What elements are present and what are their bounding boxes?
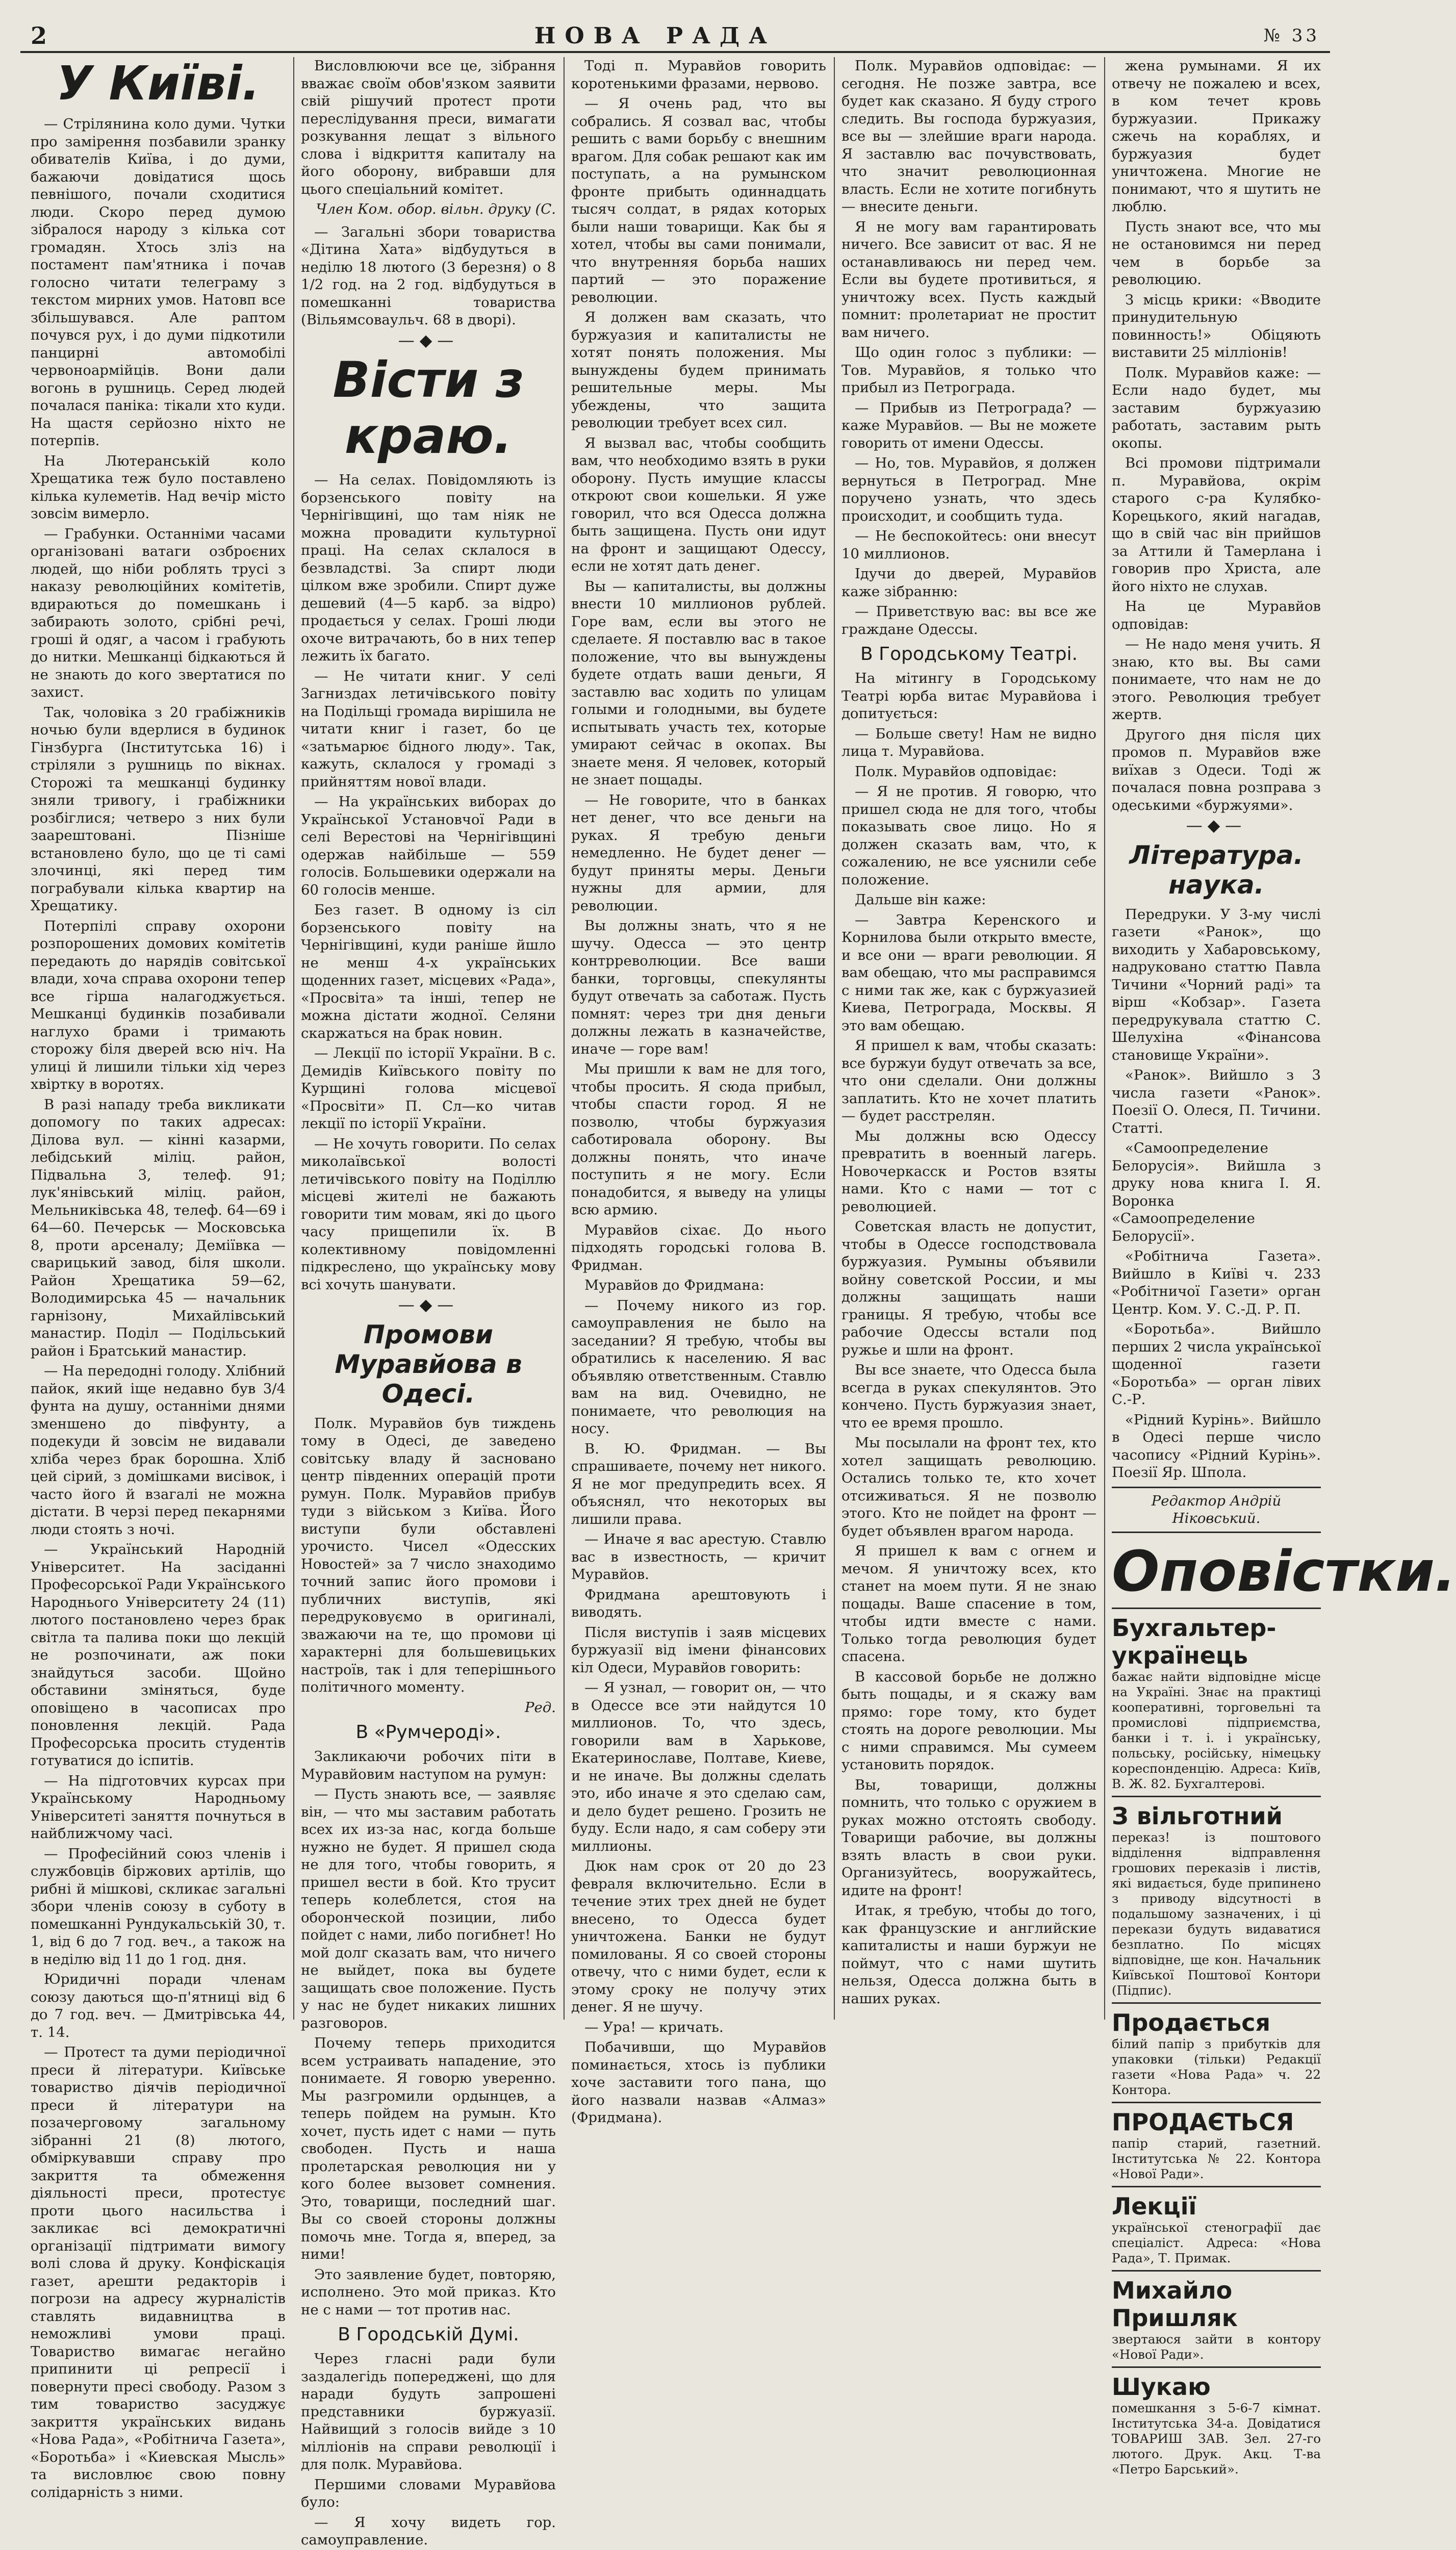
- ads-list: [1112, 1608, 1321, 2481]
- article-paragraph: «Ранок». Вийшло з 3 числа газети «Ранок». Поезії О. Олеся, П. Тичини. Статті.: [1112, 1067, 1321, 1136]
- classified-ad: [1112, 2186, 1321, 2270]
- issue-number: № 33: [1263, 26, 1320, 46]
- masthead-rule: [20, 51, 1330, 53]
- ad-heading: Лекції: [1112, 2192, 1197, 2220]
- section-title-duma: В Городській Думі.: [338, 2324, 519, 2345]
- column-divider: [1104, 57, 1105, 2020]
- article-paragraph: Висловлюючи все це, зібрання вважає своїм обов'язком заявити свій рішучий протест проти переслідування преси, вимагати розкування лещат з вільного слова і відкриття капиталу на його оборону, вибравши для цього спеціальний комітет.: [301, 58, 556, 197]
- column-divider: [834, 57, 835, 2020]
- article-paragraph: Итак, я требую, чтобы до того, как французские и английские капиталисты и наши буржуи не поймут, что с нами шутить нельзя, Одесса должна быть в наших руках.: [841, 1902, 1096, 2007]
- masthead: [31, 20, 1320, 51]
- ad-body: переказ! із поштового відділення відправлення грошових переказів і листів, які видається, буде припинено з приводу відсутності в подальшому зазначених, і ці перекази будуть видаватися безплатно. По місцях відповідне, ще кон. Начальник Київської Поштової Контори (Підпис).: [1112, 1829, 1321, 1998]
- section-title-promovy: Промови Муравйова в Одесі.: [335, 1319, 522, 1409]
- article-paragraph: Я пришел к вам, чтобы сказать: все буржуи будут отвечать за все, что они сделали. Они должны заплатить. Кто не хочет платить — будет расстрелян.: [841, 1037, 1096, 1124]
- classified-ad: [1112, 2366, 1321, 2481]
- article-paragraph: — Протест та думи періодичної преси й літератури. Київське товариство діячів періодичної преси й літератури на позачерговому загальному зібранні 21 (8) лютого, обміркувавши справу про закриття та обмеження діяльності преси, протестує проти цього насильства і закликає всі демократичні організації підтримати вимогу волі слова й друку. Конфіскація газет, арешти редакторів і погрози на адресу журналістів ставлять видавництва в неможливі умови праці. Товариство вимагає негайно припинити ці репресії і повернути пресі свободу. Разом з тим товариство засуджує закриття українських видань «Нова Рада», «Робітнича Газета», «Боротьба» і «Киевская Мысль» та висловлює свою повну солідарність з ними.: [31, 2044, 286, 2501]
- literatura-paragraphs: [1112, 906, 1321, 1482]
- col1-paragraphs: [31, 115, 286, 2501]
- visty-paragraphs: [301, 471, 556, 1293]
- article-paragraph: Побачивши, що Муравйов поминається, хтось із публики хоче заставити того пана, що його назвали назвав «Алмаз» (Фридмана).: [571, 2039, 826, 2126]
- duma-paragraphs: [301, 2350, 556, 2550]
- ad-heading: Михайло Пришляк: [1112, 2276, 1238, 2332]
- article-paragraph: З місць крики: «Вводите принудительную повинность!» Обіцяють виставити 25 мілліонів!: [1112, 291, 1321, 361]
- article-paragraph: Дюк нам срок от 20 до 23 февраля включительно. Если в течение этих трех дней не будет внесено, то Одесса будет уничтожена. Банки не будут помилованы. Я со своей стороны отвечу, что с ними будет, если к этому сроку не получу этих денег. Я не шучу.: [571, 1858, 826, 2015]
- rumcherod-paragraphs: [301, 1748, 556, 2318]
- ad-heading: З вільготний: [1112, 1802, 1283, 1830]
- ad-body: бажає найти відповідне місце на Україні. Знає на практиці кооперативні, торговельні та промислові підприємства, банки і т. і. і українську, польську, російську, німецьку кореспонденцію. Адреса: Київ, В. Ж. 82. Бухгалтерові.: [1112, 1669, 1321, 1791]
- article-paragraph: Я должен вам сказать, что буржуазия и капиталисты не хотят понять положения. Мы вынуждены будем принимать решительные меры. Мы убеждены, что защита революции требует всех сил.: [571, 309, 826, 431]
- ad-heading: Шукаю: [1112, 2373, 1211, 2401]
- article-paragraph: — Но, тов. Муравйов, я должен вернуться в Петроград. Мне поручено узнать, что здесь происходит, и сообщить туда.: [841, 455, 1096, 524]
- article-paragraph: — Не хочуть говорити. По селах миколаївської волості летичівського повіту на Поділлю місцеві жителі не бажають говорити тим мовам, які до цього часу прищепили їх. В колективному повідомленні підкреслено, що українську мову всі хочуть шанувати.: [301, 1135, 556, 1293]
- article-paragraph: Потерпілі справу охорони розпорошених домових комітетів передають до нарядів совітської влади, хоча справа охорони тепер все гірша налагоджується. Мешканці будинків позабивали наглухо брами і тримають сторожу біля дверей всю ніч. На улиці й лишили тільки хід через хвіртку в воротях.: [31, 917, 286, 1092]
- article-paragraph: — Загальні збори товариства «Дітина Хата» відбудуться в неділю 18 лютого (3 березня) о 8 1/2 год. на 2 год. відбудуться в помешканні товариства (Вільямсоваульч. 68 в дворі).: [301, 223, 556, 328]
- article-paragraph: — Пусть знають все, — заявляє він, — что мы заставим работать всех их из-за нас, когда больше нужно не будет. Я пришел сюда не для того, чтобы говорить, я пришел вести в бой. Кто трусит теперь колеблется, стоя на оборонческой позиции, либо пойдет с нами, либо погибнет! Но мой долг сказать вам, что ничего не выйдет, пока вы будете защищать свое положение. Пусть у нас не будет никаких лишних разговоров.: [301, 1786, 556, 2031]
- section-title-kyiv: У Київі.: [56, 56, 260, 111]
- column-5: [1112, 57, 1456, 2477]
- article-paragraph: В кассовой борьбе не должно быть пощады, и я скажу вам прямо: горе тому, кто будет стоять на дороге революции. Мы с ними справимся. Мы сумеем установить порядок.: [841, 1668, 1096, 1773]
- article-paragraph: Вы все знаете, что Одесса была всегда в руках спекулянтов. Это кончено. Пусть буржуазия знает, что ее время прошло.: [841, 1362, 1096, 1431]
- ad-body: звертаюся зайти в контору «Нової Ради».: [1112, 2331, 1321, 2362]
- article-paragraph: — На підготовчих курсах при Українському Народньому Університеті заняття почнуться в найближчому часі.: [31, 1772, 286, 1842]
- article-paragraph: — Не надо меня учить. Я знаю, кто вы. Вы сами понимаете, что нам не до этого. Революция требует жертв.: [1112, 636, 1321, 723]
- article-paragraph: жена румынами. Я их отвечу не пожалею и всех, в ком течет кровь буржуазии. Прикажу сжечь на кораблях, и буржуазия будет уничтожена. Многие не понимают, что я шутить не люблю.: [1112, 58, 1321, 215]
- article-paragraph: Пусть знают все, что мы не остановимся ни перед чем в борьбе за революцию.: [1112, 218, 1321, 288]
- article-paragraph: — Больше свету! Нам не видно лица т. Муравйова.: [841, 725, 1096, 759]
- article-paragraph: Закликаючи робочих піти в Муравйовим наступом на румун:: [301, 1748, 556, 1782]
- article-paragraph: Я пришел к вам с огнем и мечом. Я уничтожу всех, кто станет на моем пути. Я не знаю пощады. Ваше спасение в том, чтобы идти вместе с нами. Только тогда революция будет спасена.: [841, 1543, 1096, 1665]
- article-paragraph: — Я очень рад, что вы собрались. Я созвал вас, чтобы решить с вами борьбу с внешним врагом. Для собак решают как им поступать, а на румынском фронте прибыть одиннадцать тысяч солдат, в рядах которых были наши товарищи. Как бы я хотел, чтобы вы сами понимали, что внутренняя борьба наших партий — это поражение революции.: [571, 95, 826, 305]
- ad-body: папір старий, газетний. Інститутська № 22. Контора «Нової Ради».: [1112, 2135, 1321, 2181]
- article-paragraph: Вы должны знать, что я не шучу. Одесса — это центр контрреволюции. Все ваши банки, торговцы, спекулянты будут отвечать за саботаж. Пусть помнят: через три дня деньги должны лежать в казначействе, иначе — горе вам!: [571, 917, 826, 1057]
- article-paragraph: — Я хочу видеть гор. самоуправление.: [301, 2514, 556, 2548]
- article-paragraph: В. Ю. Фридман. — Вы спрашиваете, почему нет никого. Я не мог предупредить всех. Я объяснял, что некоторых вы лишили права.: [571, 1440, 826, 1527]
- article-paragraph: — Завтра Керенского и Корнилова были открыто вместе, и все они — враги революции. Я вам обещаю, что мы расправимся с ними так же, как с буржуазией Киева, Петрограда, Москвы. Я это вам обещаю.: [841, 911, 1096, 1034]
- article-paragraph: Полк. Муравйов одповідає:: [855, 763, 1057, 780]
- article-paragraph: — Не читати книг. У селі Загниздах летичівського повіту на Подільщі громада вирішила не читати книг і газет, бо це «затьмарює бідного люду». Так, кажуть, склалося у громаді з прийняттям нової влади.: [301, 668, 556, 790]
- article-paragraph: Фридмана арештовують і виводять.: [571, 1586, 826, 1620]
- article-paragraph: Так, чоловіка з 20 грабіжників ночью були вдерлися в будинок Гінзбурга (Інститутська 16) і стріляли з рушниць по вікнах. Сторожі та мешканці будинку зняли тривогу, і грабіжники розбіглися; четверо з них були заарештовані. Пізніше встановлено було, що це ті самі злочинці, які перед тим пограбували кілька квартир на Хрещатику.: [31, 704, 286, 914]
- article-paragraph: Почему теперь приходится всем устраивать нападение, это понимаете. Я говорю уверенно. Мы разгромили ордынцев, а теперь пойдем на румын. Кто хочет, пусть идет с нами — путь свободен. Пусть и наша пролетарская революция ни у кого более вызовет сомнения. Это, товарищи, последний шаг. Вы со своей стороны должны помочь мне. Тогда я, вперед, за ними!: [301, 2035, 556, 2262]
- classified-ad: [1112, 2002, 1321, 2102]
- article-paragraph: Я вызвал вас, чтобы сообщить вам, что необходимо взять в руки оборону. Пусть имущие классы откроют свои кошельки. Я уже говорил, что вся Одесса должна быть защищена. Пусть они идут на фронт и защищают Одессу, если не хотят дать денег.: [571, 435, 826, 574]
- article-paragraph: — На селах. Повідомляють із борзенського повіту на Чернігівщині, що там ніяк не можна провадити культурної праці. На селах склалося в безвладстві. За спирт люди цілком вже зробили. Спирт дуже дешевий (4—5 карб. за відро) продається у селах. Гроші люди охоче витрачають, бо в них тепер лежить їх багато.: [301, 472, 556, 664]
- promovy-paragraphs: [301, 1415, 556, 1696]
- editor-line: Редактор Андрій Ніковський.: [1112, 1487, 1321, 1533]
- article-paragraph: Першими словами Муравйова було:: [301, 2476, 556, 2510]
- article-paragraph: — Прибыв из Петрограда? — каже Муравйов. — Вы не можете говорить от имени Одессы.: [841, 399, 1096, 451]
- article-paragraph: — Український Народній Університет. На засіданні Професорської Ради Українського Народнього Університету 24 (11) лютого постановлено через брак світла та палива поки що лекцій не розпочинати, аж поки знайдуться засоби. Щойно обставини зміняться, буде оповіщено в часописах про поновлення лекцій. Рада Професорська просить студентів готуватися до іспитів.: [31, 1541, 286, 1769]
- ornament: —◆—: [398, 1295, 459, 1314]
- col5-paragraphs: [1112, 57, 1321, 814]
- article-paragraph: — На українських виборах до Української Установчої Ради в селі Верестові на Чернігівщині одержав найбільше — 559 голосів. Большевики одержали на 60 голосів менше.: [301, 794, 556, 898]
- newspaper-title: НОВА РАДА: [534, 22, 776, 49]
- article-paragraph: Дальше він каже:: [855, 891, 986, 908]
- article-paragraph: Що один голос з публики: — Тов. Муравйов, я только что прибыл из Петрограда.: [841, 344, 1096, 396]
- article-paragraph: — Стрілянина коло думи. Чутки про замірення позбавили зранку обивателів Київа, і до думи, бажаючи довідатися щось певнішого, почали сходитися люди. Скоро перед думою зібралося народу з кілька сот громадян. Хтось зліз на постамент пам'ятника і почав голосно читати телеграму з текстом мирних умов. Натовп все збільшувався. Але раптом почувся рух, і до думи підкотили панцирні автомобілі червоноармійців. Вони дали вогонь в рушниць. Серед людей почалася паніка: тікали хто куди. На щастя серйозно ніхто не потерпів.: [31, 116, 286, 449]
- article-paragraph: «Робітнича Газета». Вийшло в Київі ч. 233 «Робітничої Газети» орган Центр. Ком. У. С.-Д. Р. П.: [1112, 1248, 1321, 1317]
- article-paragraph: На мітингу в Городському Театрі юрба витає Муравйова і допитується:: [841, 670, 1096, 722]
- article-paragraph: Полк. Муравйов одповідає: — сегодня. Не позже завтра, все будет как сказано. Я буду строго следить. Вы господа буржуазия, все вы — злейшие враги народа. Я заставлю вас почувствовать, что значит революционная власть. Если не хотите погибнуть — внесите деньги.: [841, 58, 1096, 215]
- article-paragraph: — Я не против. Я говорю, что пришел сюда не для того, чтобы показывать свое лицо. Но я должен сказать вам, что, к сожалению, не все уяснили себе положение.: [841, 783, 1096, 888]
- article-paragraph: На Лютеранській коло Хрещатика теж було поставлено кілька кулеметів. Над вечір місто зовсім вимерло.: [31, 452, 286, 522]
- article-paragraph: Тоді п. Муравйов говорить коротенькими фразами, нервово.: [571, 58, 826, 92]
- article-paragraph: — Не говорите, что в банках нет денег, что все деньги на руках. Я требую деньги немедленно. Не будет денег — будут приняты меры. Деньги нужны для армии, для революции.: [571, 792, 826, 914]
- ad-heading: Продається: [1112, 2008, 1271, 2036]
- article-paragraph: Мы посылали на фронт тех, кто хотел защищать революцию. Остались только те, кто хочет отсиживаться. Я не позволю этого. Кто не пойдет на фронт — будет объявлен врагом народа.: [841, 1435, 1096, 1539]
- article-paragraph: — Я узнал, — говорит он, — что в Одессе все эти найдутся 10 миллионов. То, что здесь, говорили вам в Харькове, Екатеринославе, Полтаве, Киеве, и не иначе. Вы должны сделать это, ибо иначе я это сделаю сам, и дело будет решено. Грозить не буду. Если надо, я сам соберу эти миллионы.: [571, 1679, 826, 1854]
- teatr-paragraphs: [841, 670, 1096, 2007]
- article-paragraph: Вы — капиталисты, вы должны внести 10 миллионов рублей. Горе вам, если вы этого не сделаете. Я поставлю вас в такое положение, что вы вынуждены будете отдать ваши деньги, Я заставлю вас ходить по улицам голыми и голодными, вы будете испытывать участь тех, которые умирают сейчас в окопах. Вы знаете меня. Я человек, который не знает пощады.: [571, 578, 826, 788]
- article-paragraph: В разі нападу треба викликати допомогу по таких адресах: Ділова вул. — кінні казарми, лебідський міліц. район, Підвальна 3, телеф. 91; лук'янівський міліц. район, Мельниківська 48, телеф. 64—69 і 64—60. Печерськ — Московська 8, проти арсеналу; Деміївка — сварицький завод, біля школи. Район Хрещатика 59—62, Володимирська 45 — начальник гарнізону, Михайлівський манастир. Поділ — Подільський район і Братський манастир.: [31, 1096, 286, 1359]
- section-title-visty: Вісти з краю.: [333, 351, 524, 465]
- article-paragraph: Через гласні ради були заздалегідь попереджені, що для наради будуть запрошені представники буржуазії. Найвищий з голосів вийде з 10 мілліонів на справи революції і для полк. Муравйова.: [301, 2351, 556, 2472]
- article-paragraph: Советская власть не допустит, чтобы в Одессе господствовала буржуазия. Румыны объявили войну советской России, и мы должны защищать наши границы. Я требую, чтобы все рабочие Одессы встали под ружье и шли на фронт.: [841, 1218, 1096, 1358]
- article-paragraph: — Приветствую вас: вы все же граждане Одессы.: [841, 603, 1096, 638]
- column-divider: [293, 57, 294, 2020]
- article-paragraph: Всі промови підтримали п. Муравйова, окрім старого с-ра Кулябко-Корецького, який нагадав, що в свій час він прийшов за Аттили й Тамерлана і говорив про Христа, але його ніхто не слухав.: [1112, 455, 1321, 595]
- ad-body: помешкання з 5-6-7 кімнат. Інститутська 34-а. Довідатися ТОВАРИШ ЗАВ. Зел. 27-го лютого. Друк. Акц. Т-ва «Петро Барський».: [1112, 2400, 1321, 2477]
- article-paragraph: Передруки. У 3-му числі газети «Ранок», що виходить у Хабаровському, надруковано статтю Павла Тичини «Чорний раді» та вірш «Кобзар». Газета передрукувала статтю С. Шелухіна «Фінансова становище України».: [1112, 906, 1321, 1063]
- article-paragraph: Я не могу вам гарантировать ничего. Все зависит от вас. Я не останавливаюсь ни перед чем. Если вы будете противиться, я уничтожу всех. Пусть каждый помнит: пролетариат не простит вам ничего.: [841, 218, 1096, 341]
- article-paragraph: Мы должны всю Одессу превратить в военный лагерь. Новочеркасск и Ростов взяты нами. Кто с нами — тот с революцией.: [841, 1128, 1096, 1215]
- section-title-rumcherod: В «Румчероді».: [355, 1722, 501, 1743]
- classified-ad: [1112, 1796, 1321, 2002]
- article-paragraph: Юридичні поради членам союзу даються що-п'ятниці від 6 до 7 год. веч. — Дмитрівська 44, т. 14.: [31, 1971, 286, 2041]
- section-title-teatr: В Городському Театрі.: [860, 644, 1078, 665]
- article-paragraph: Ідучи до дверей, Муравйов каже зібранню:: [841, 566, 1096, 600]
- col3-paragraphs: [571, 57, 826, 2127]
- article-paragraph: — Грабунки. Останніми часами організовані ватаги озброєних людей, що ніби роблять трусі з наказу революційних комітетів, вдираються до помешкань і забирають золото, срібні речі, гроші й одяг, а часом і грабують до нитки. Мешканці бідкаються й не знають до кого звертатися по захист.: [31, 525, 286, 700]
- article-paragraph: — Професійний союз членів і службовців біржових артілів, що рибні й мішкові, скликає загальні збори членів союзу в суботу в помешканні Рундукальській 30, т. 1, від 6 до 7 год. веч., а також на в неділю від 11 до 1 год. дня.: [31, 1845, 286, 1968]
- article-paragraph: Мы пришли к вам не для того, чтобы просить. Я сюда прибыл, чтобы спасти город. Я не позволю, чтобы буржуазия саботировала оборону. Вы должны понять, что иначе поступить я не могу. Если понадобится, я выведу на улицы всю армию.: [571, 1061, 826, 1218]
- article-paragraph: — На передодні голоду. Хлібний пайок, який іще недавно був 3/4 фунта на душу, останніми днями зменшено до півфунту, а подекуди й зовсім не видавали хліба через брак борошна. Хліб цей сірий, з домішками висівок, і часто його й взагалі не можна дістати. В черзі перед пекарнями люди стоять з ночі.: [31, 1363, 286, 1538]
- article-paragraph: Муравйов сіхає. До нього підходять городські голова В. Фридман.: [571, 1221, 826, 1273]
- ads-title: Оповістки.: [1112, 1538, 1456, 1604]
- column-1: [31, 56, 286, 2501]
- article-paragraph: Муравйов до Фридмана:: [584, 1277, 764, 1293]
- ad-heading: ПРОДАЄТЬСЯ: [1112, 2108, 1294, 2136]
- col2-intro2: [301, 223, 556, 329]
- article-paragraph: — Ура! — кричать.: [584, 2019, 724, 2035]
- ornament: —◆—: [1186, 815, 1247, 835]
- section-title-literatura: Література. наука.: [1129, 840, 1304, 900]
- article-paragraph: Другого дня після цих промов п. Муравйов вже виїхав з Одеси. Тоді ж почалася повна розправа з одеськими «буржуями».: [1112, 726, 1321, 813]
- article-paragraph: На це Муравйов одповідав:: [1112, 598, 1321, 632]
- column-divider: [564, 57, 565, 2020]
- article-paragraph: Вы, товарищи, должны помнить, что только с оружием в руках можно отстоять свободу. Товарищи рабочие, вы должны взять власть в свои руки. Организуйтесь, вооружайтесь, идите на фронт!: [841, 1776, 1096, 1899]
- ad-heading: Бухгальтер-українець: [1112, 1614, 1276, 1669]
- article-paragraph: Полк. Муравйов був тиждень тому в Одесі, де заведено совітську владу й засновано центр південних операцій проти румун. Полк. Муравйов прибув туди з військом з Київа. Його виступи були обставлені урочисто. Чисел «Одесских Новостей» за 7 число знаходимо точний запис його промови і публичних виступів, які передруковуємо в оригиналі, зважаючи на те, що промови ці характерні для большевицьких настроїв, так і для теперішнього політичного моменту.: [301, 1415, 556, 1695]
- article-paragraph: Без газет. В одному із сіл борзенського повіту на Чернігівщині, куди раніше йшло не менш 4-х українських щоденних газет, місцевих «Рада», «Просвіта» та інші, тепер не можна дістати жодної. Селяни скаржаться на брак новин.: [301, 902, 556, 1041]
- ad-body: української стенографії дає спеціаліст. Адреса: «Нова Рада», Т. Примак.: [1112, 2220, 1321, 2265]
- promovy-signature: Ред.: [525, 1699, 556, 1716]
- intro-signature: Член Ком. обор. вільн. друку (С.: [316, 201, 556, 217]
- column-4: [841, 57, 1096, 2020]
- article-paragraph: — Не беспокойтесь: они внесут 10 миллионов.: [841, 528, 1096, 562]
- column-3: [571, 57, 826, 2126]
- classified-ad: [1112, 2270, 1321, 2366]
- article-paragraph: «Рідний Курінь». Вийшло в Одесі перше число часопису «Рідний Курінь». Поезії Яр. Шпола.: [1112, 1411, 1321, 1481]
- article-paragraph: — Иначе я вас арестую. Ставлю вас в известность, — кричит Муравйов.: [571, 1531, 826, 1583]
- col4-paragraphs: [841, 57, 1096, 638]
- ad-body: білий папір з прибутків для упаковки (тільки) Редакції газети «Нова Рада» ч. 22 Контора.: [1112, 2036, 1321, 2097]
- article-paragraph: — Лекції по історії України. В с. Демидів Київського повіту по Курщині голова місцевої «Просвіти» П. Сл—ко читав лекції по історії України.: [301, 1045, 556, 1132]
- article-paragraph: «Самоопределение Белорусія». Вийшла з друку нова книга І. Я. Воронка «Самоопределение Белорусії».: [1112, 1140, 1321, 1244]
- article-paragraph: «Боротьба». Вийшло перших 2 числа української щоденної газети «Боротьба» — орган лівих С.-Р.: [1112, 1321, 1321, 1408]
- col2-intro: [301, 57, 556, 198]
- article-paragraph: Это заявление будет, повторяю, исполнено. Это мой приказ. Кто не с нами — тот против нас.: [301, 2266, 556, 2318]
- classified-ad: [1112, 2102, 1321, 2186]
- article-paragraph: Після виступів і заяв місцевих буржуазії від імени фінансових кіл Одеси, Муравйов говорить:: [571, 1624, 826, 1676]
- column-2: [301, 57, 556, 2548]
- classified-ad: [1112, 1608, 1321, 1796]
- page-number: 2: [31, 22, 47, 49]
- article-paragraph: — Почему никого из гор. самоуправления не было на заседании? Я требую, чтобы вы обратились к населению. Я вас объявляю ответственным. Ставлю вам на вид. Очевидно, не понимаете, что революция на носу.: [571, 1297, 826, 1437]
- ornament: —◆—: [398, 330, 459, 350]
- article-paragraph: Полк. Муравйов каже: — Если надо будет, мы заставим буржуазию работать, заставим рыть окопы.: [1112, 364, 1321, 451]
